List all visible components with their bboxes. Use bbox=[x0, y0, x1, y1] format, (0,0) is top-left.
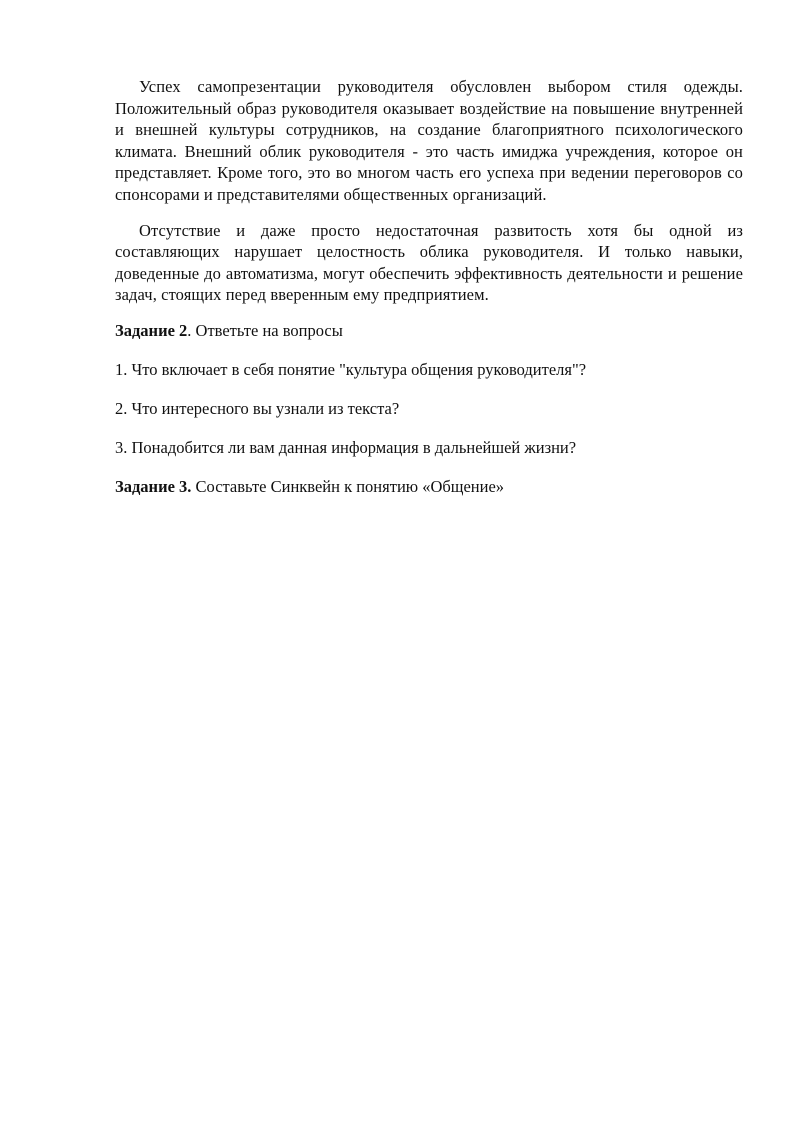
task-3-heading: Задание 3. bbox=[115, 476, 192, 496]
paragraph-integrity: Отсутствие и даже просто недостаточная развитость хотя бы одной из составляющих нарушает целостность облика руководителя. И только навыки, доведенные до автоматизма, могут обеспечить эффективность деятельности и решение задач, стоящих перед вверенным ему предприятием. bbox=[115, 220, 743, 305]
question-3: 3. Понадобится ли вам данная информация в дальнейшей жизни? bbox=[115, 437, 577, 457]
task-3-line bbox=[115, 476, 743, 498]
task-2-text: . Ответьте на вопросы bbox=[187, 320, 343, 340]
task-2-line bbox=[115, 320, 743, 342]
document-content bbox=[115, 76, 743, 515]
task-3-text: Составьте Синквейн к понятию «Общение» bbox=[191, 476, 505, 496]
task-2-heading: Задание 2 bbox=[115, 320, 188, 340]
question-2: 2. Что интересного вы узнали из текста? bbox=[115, 398, 400, 418]
question-1: 1. Что включает в себя понятие "культура общения руководителя"? bbox=[115, 359, 587, 379]
paragraph-self-presentation: Успех самопрезентации руководителя обусловлен выбором стиля одежды. Положительный образ руководителя оказывает воздействие на повышение внутренней и внешней культуры сотрудников, на создание благоприятного психологического климата. Внешний облик руководителя - это часть имиджа учреждения, которое он представляет. Кроме того, это во многом часть его успеха при ведении переговоров со спонсорами и представителями общественных организаций. bbox=[115, 77, 743, 204]
